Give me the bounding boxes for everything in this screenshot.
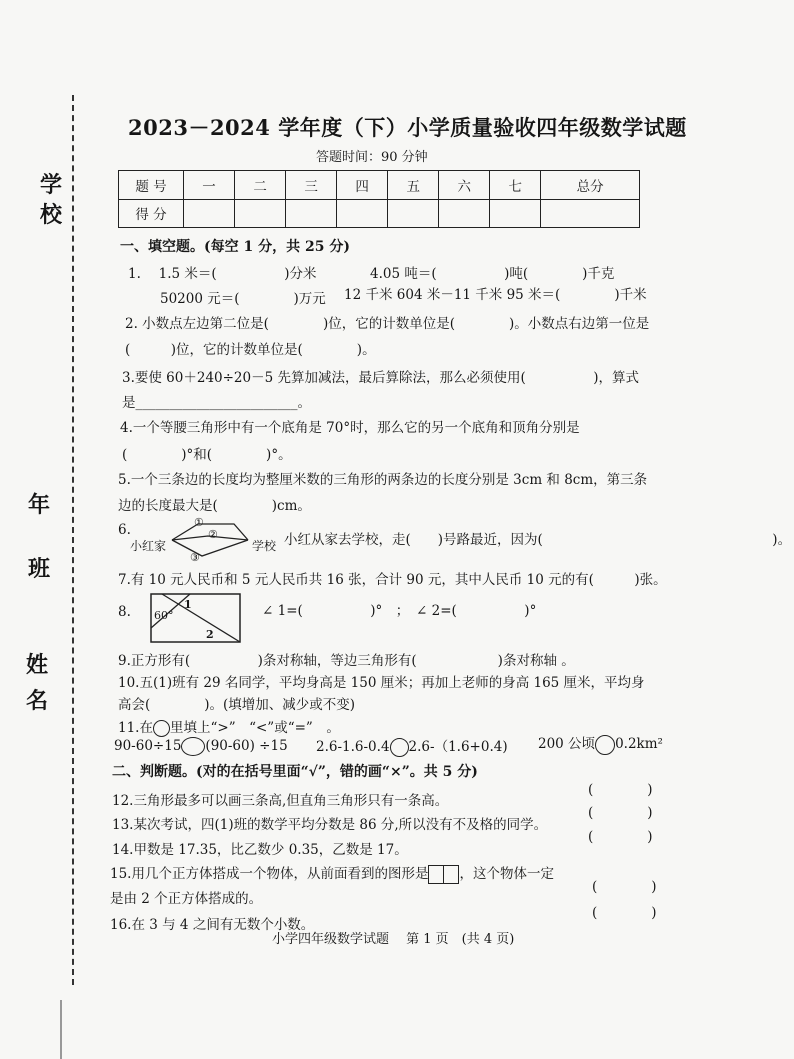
q12-answer-paren[interactable]: ( )	[588, 782, 653, 798]
q11-intro-b: 里填上“>” “<”或“=” 。	[169, 720, 340, 736]
q5b: 边的长度最大是( )cm。	[118, 498, 311, 514]
side-name-2: 名	[26, 689, 49, 714]
score-cell-3: 三	[286, 171, 337, 200]
q6-route-2: ②	[208, 528, 218, 541]
q1d: 12 千米 604 米－11 千米 95 米＝( )千米	[344, 287, 647, 303]
q13-answer-paren[interactable]: ( )	[588, 805, 653, 821]
cube-square-icon	[428, 865, 444, 884]
score-table	[118, 170, 640, 228]
q14-answer-paren[interactable]: ( )	[588, 829, 653, 845]
score-input[interactable]	[235, 199, 286, 228]
exam-title: 2023－2024 学年度（下）小学质量验收四年级数学试题	[128, 115, 687, 140]
q11-item-1	[114, 737, 288, 756]
answer-circle-1[interactable]	[181, 737, 205, 756]
q6-route-1: ①	[194, 516, 204, 529]
q11-item-3-left: 200 公顷	[538, 736, 596, 752]
score-header-row	[119, 171, 640, 200]
q3a: 3.要使 60＋240÷20－5 先算加减法，最后算除法，那么必须使用( )，算式	[122, 370, 640, 386]
q2a: 2. 小数点左边第二位是( )位，它的计数单位是( )。小数点右边第一位是	[125, 316, 650, 332]
score-input-row	[119, 199, 640, 228]
score-cell-4: 四	[337, 171, 388, 200]
q6-number: 6.	[118, 522, 131, 538]
q15-a: 15.用几个正方体搭成一个物体，从前面看到的图形是	[110, 866, 429, 882]
q15-line-2: 是由 2 个正方体搭成的。	[110, 891, 263, 907]
page-footer: 小学四年级数学试题 第 1 页 (共 4 页)	[272, 932, 515, 947]
q5a: 5.一个三条边的长度均为整厘米数的三角形的两条边的长度分别是 3cm 和 8cm，第三条	[118, 472, 648, 488]
score-cell-1: 一	[184, 171, 235, 200]
q6-text: 小红从家去学校，走( )号路最近，因为( )。	[284, 532, 792, 548]
q9: 9.正方形有( )条对称轴，等边三角形有( )条对称轴 。	[118, 653, 575, 669]
q16-answer-paren[interactable]: ( )	[592, 905, 657, 921]
q6-home-label: 小红家	[130, 539, 167, 553]
binding-dashed-line	[72, 95, 74, 985]
q11-item-3-right: 0.2km²	[615, 736, 663, 752]
score-cell-7: 七	[490, 171, 541, 200]
section2-heading: 二、判断题。(对的在括号里面“√”，错的画“×”。共 5 分)	[112, 764, 478, 780]
page-edge-line	[60, 1000, 62, 1059]
q11-item-1-right: (90-60) ÷15	[205, 738, 288, 754]
side-school-1: 学	[40, 173, 63, 198]
q12: 12.三角形最多可以画三条高,但直角三角形只有一条高。	[112, 793, 449, 809]
score-input[interactable]	[184, 199, 235, 228]
q16: 16.在 3 与 4 之间有无数个小数。	[110, 917, 315, 933]
score-input[interactable]	[388, 199, 439, 228]
section1-heading: 一、填空题。(每空 1 分，共 25 分)	[120, 239, 350, 255]
q8-number: 8.	[118, 604, 131, 620]
side-school-2: 校	[40, 203, 63, 228]
answer-circle-2[interactable]	[390, 738, 409, 757]
q4a: 4.一个等腰三角形中有一个底角是 70°时，那么它的另一个底角和顶角分别是	[120, 420, 580, 436]
q1a: 1. 1.5 米＝( )分米	[128, 266, 317, 282]
q8-text: ∠ 1=( )° ； ∠ 2=( )°	[262, 603, 537, 619]
q15-answer-paren[interactable]: ( )	[592, 879, 657, 895]
q8-angle-2-label: 2	[206, 628, 214, 641]
q11-intro-a: 11.在	[118, 720, 153, 736]
q7: 7.有 10 元人民币和 5 元人民币共 16 张，合计 90 元，其中人民币 10 元的有( )张。	[118, 572, 667, 588]
q14: 14.甲数是 17.35，比乙数少 0.35，乙数是 17。	[112, 842, 408, 858]
q6-school-label: 学校	[252, 539, 277, 553]
q1b: 4.05 吨＝( )吨( )千克	[370, 266, 615, 282]
score-cell-total: 总分	[541, 171, 640, 200]
q3b: 是________________________。	[122, 395, 311, 411]
q2b: ( )位，它的计数单位是( )。	[125, 342, 376, 358]
q4b: ( )°和( )°。	[122, 447, 292, 463]
q11-item-2-left: 2.6-1.6-0.4	[316, 739, 390, 755]
q11-item-3	[538, 732, 663, 755]
score-cell-label: 题 号	[119, 171, 184, 200]
q10b: 高会( )。(填增加、减少或不变)	[118, 697, 356, 713]
answer-circle-3[interactable]	[595, 735, 615, 755]
score-cell-2: 二	[235, 171, 286, 200]
score-input[interactable]	[490, 199, 541, 228]
score-input[interactable]	[286, 199, 337, 228]
score-input[interactable]	[337, 199, 388, 228]
score-input[interactable]	[439, 199, 490, 228]
q8-angle-1-label: 1	[184, 598, 192, 611]
q15-b: ，这个物体一定	[459, 866, 554, 882]
score-cell-6: 六	[439, 171, 490, 200]
score-input[interactable]	[541, 199, 640, 228]
q8-angle-60: 60°	[154, 609, 174, 622]
q11-item-2-right: 2.6-（1.6+0.4)	[408, 739, 508, 755]
side-name-1: 姓	[26, 653, 49, 678]
q10a: 10.五(1)班有 29 名同学，平均身高是 150 厘米；再加上老师的身高 165 厘米，平均身	[118, 675, 645, 691]
score-cell-5: 五	[388, 171, 439, 200]
side-class: 班	[28, 557, 51, 582]
q6-route-3: ③	[190, 551, 200, 564]
compare-circle-icon	[153, 720, 170, 737]
cube-square-icon	[444, 865, 459, 884]
exam-time: 答题时间：90 分钟	[316, 150, 428, 165]
q15-line-1	[110, 862, 554, 884]
q11-item-2	[316, 735, 508, 757]
q11-item-1-left: 90-60÷15	[114, 738, 182, 754]
q6-route-diagram	[168, 516, 252, 566]
side-grade: 年	[28, 493, 51, 518]
score-row-label: 得 分	[119, 199, 184, 228]
q1c: 50200 元＝( )万元	[160, 291, 326, 307]
q13: 13.某次考试，四(1)班的数学平均分数是 86 分,所以没有不及格的同学。	[112, 817, 548, 833]
q11-intro	[118, 716, 340, 737]
